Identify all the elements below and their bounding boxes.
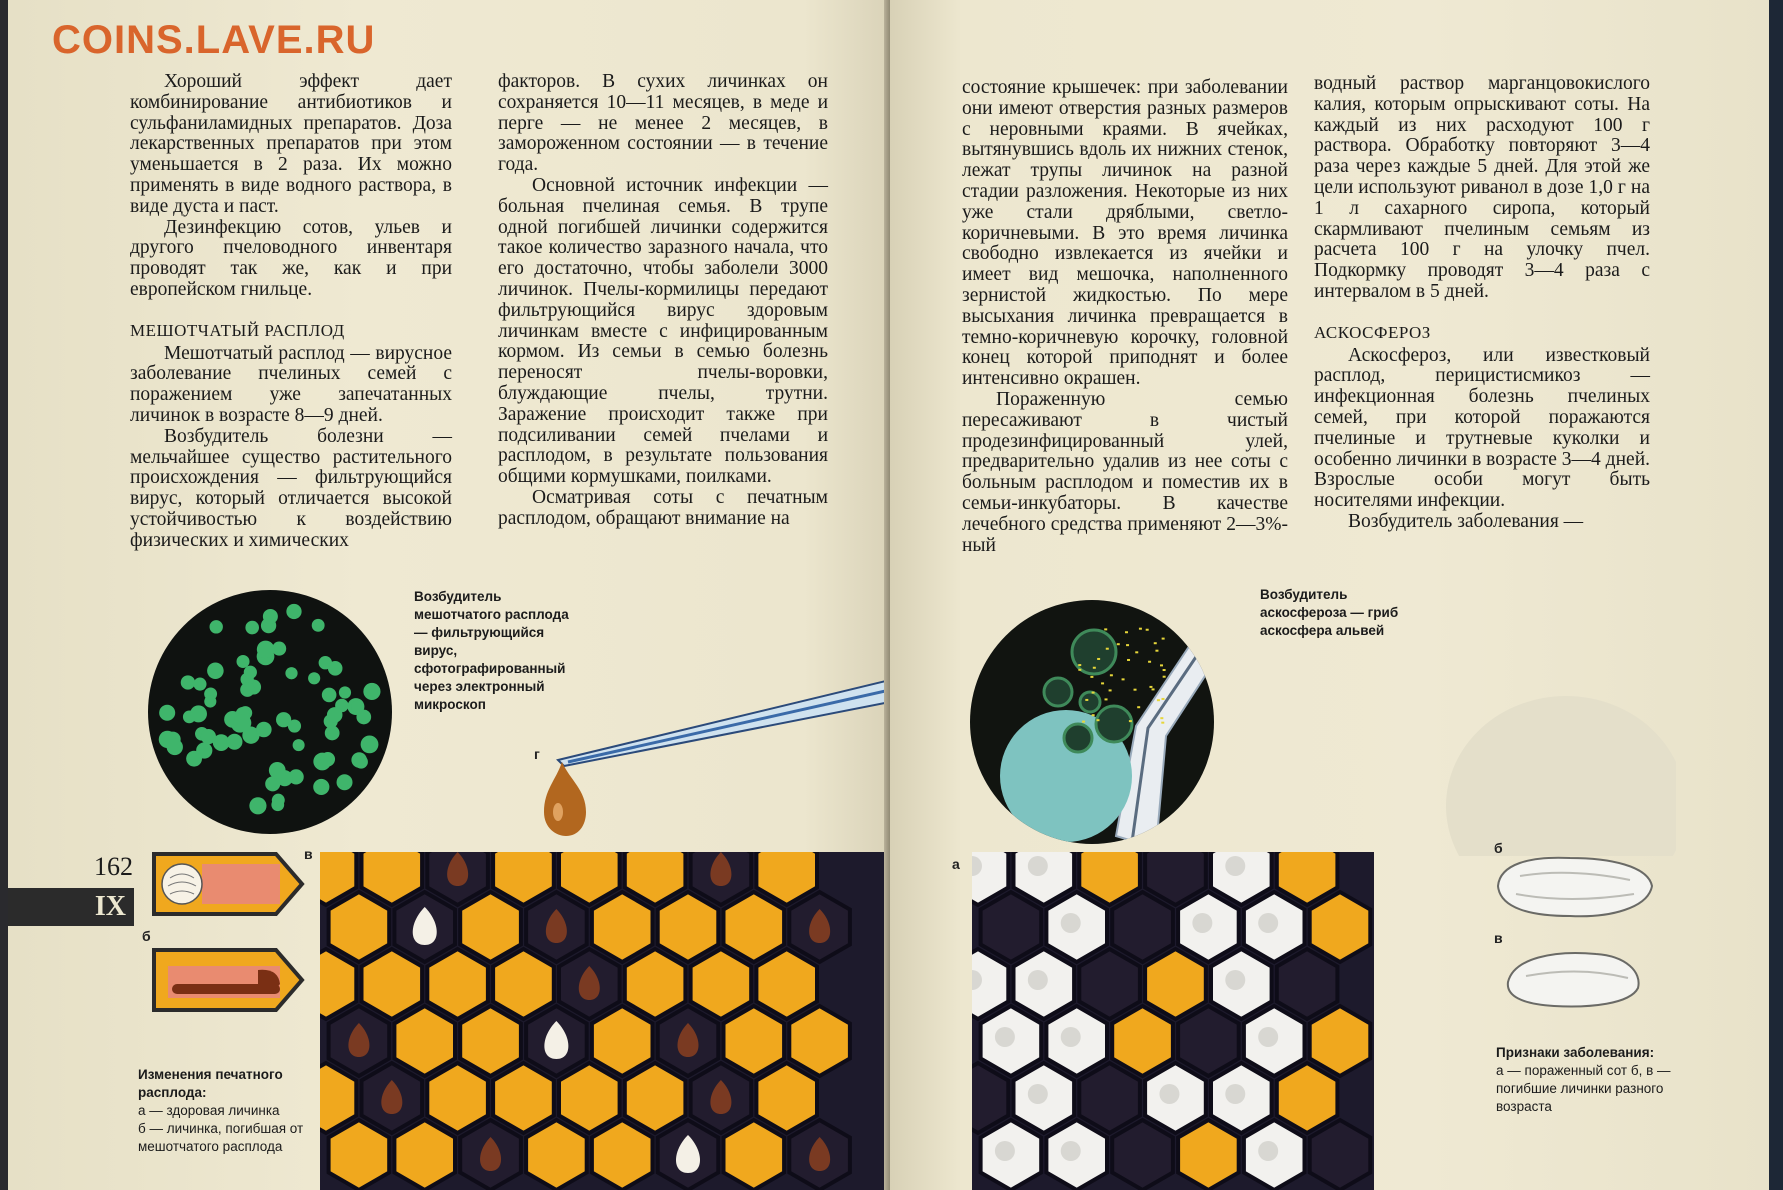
right-column-1 bbox=[962, 78, 1288, 556]
chalkbrood-comb-image bbox=[972, 852, 1374, 1190]
label-g: г bbox=[534, 746, 540, 762]
paragraph: факторов. В сухих личинках он сохраняется 10—11 месяцев, в меде и перге — не менее 2 месяцев, в замороженном состоянии — в течение года. bbox=[498, 71, 828, 176]
paragraph: состояние крышечек: при заболевании они имеют отверстия разных размеров с неровными краями. В ячейках, вытянувшись вдоль их нижних стенок, лежат трупы личинок на разной стадии разложения. Некоторые из них уже стали дряблыми, светло-коричневыми. В это время личинка свободно извлекается из ячейки и имеет вид мешочка, наполненного зернистой жидкостью. По мере высыхания личинка превращается в темно-коричневую корочку, головной конец которой приподнят и более интенсивно окрашен. bbox=[962, 77, 1288, 390]
left-page bbox=[8, 0, 892, 1190]
bleed-through-shadow bbox=[1396, 696, 1676, 856]
section-heading: АСКОСФЕРОЗ bbox=[1314, 322, 1431, 342]
fungus-caption: Возбудитель аскосфероза — гриб аскосфера альвей bbox=[1260, 587, 1399, 638]
healthy-larva-cell bbox=[148, 848, 308, 920]
mummified-larva-b bbox=[1490, 846, 1660, 926]
page-number: 162 bbox=[94, 852, 133, 881]
diseased-larva-cell bbox=[148, 944, 308, 1016]
left-column-1 bbox=[130, 72, 452, 552]
paragraph: Возбудитель заболевания — bbox=[1348, 510, 1584, 532]
paragraph: Аскосфероз, или известковый расплод, перицистисмикоз — инфекционная болезнь пчелиных семей, при которой поражаются пчелиные и трутневые куколки и особенно личинки в возрасте 3—4 дней. Взрослые особи могут быть носителями инфекции. bbox=[1314, 344, 1651, 512]
watermark: COINS.LAVE.RU bbox=[52, 18, 376, 62]
chapter-mark: IX bbox=[8, 888, 134, 926]
pipette-image bbox=[528, 640, 892, 840]
mummified-larva-v bbox=[1500, 936, 1650, 1016]
fungus-microscope-image bbox=[966, 596, 1218, 848]
right-column-2 bbox=[1314, 74, 1650, 533]
caption-title: Изменения печатного расплода: bbox=[138, 1067, 283, 1100]
paragraph: Дезинфекцию сотов, ульев и другого пчеловодного инвентаря проводят так же, как и при европейском гнильце. bbox=[130, 216, 452, 300]
label-b: б bbox=[142, 928, 151, 944]
label-v: в bbox=[304, 846, 313, 862]
paragraph: Мешотчатый расплод — вирусное заболевание пчелиных семей с поражением уже запечатанных личинок в возрасте 8—9 дней. bbox=[130, 342, 452, 426]
paragraph: Хороший эффект дает комбинирование антибиотиков и сульфаниламидных препаратов. Доза лекарственных препаратов при этом уменьшается в 2 раза. Их можно применять в виде водного раствора, в виде дуста и паст. bbox=[130, 71, 452, 217]
paragraph: водный раствор марганцовокислого калия, которым опрыскивают соты. На каждый из них расходуют 100 г раствора. Обработку повторяют 3—4 раза через каждые 5 дней. Для этой же цели используют риванол в дозе 1,0 г на 1 л сахарного сиропа, который скармливают пчелиным семьям из расчета 100 г на улочку пчел. Подкормку проводят 3—4 раза с интервалом в 5 дней. bbox=[1314, 73, 1650, 302]
brood-caption bbox=[138, 1066, 304, 1156]
label-a: а bbox=[952, 856, 960, 872]
caption-line: а — здоровая личинка bbox=[138, 1103, 280, 1118]
label-v: в bbox=[1494, 930, 1503, 946]
left-column-2 bbox=[498, 72, 828, 530]
paragraph: Пораженную семью пересаживают в чистый продезинфицированный улей, предварительно удалив из нее соты с больным расплодом и поместив их в семьи-инкубаторы. В качестве лечебного средства применяют 2—3%-ный bbox=[962, 388, 1288, 556]
right-page bbox=[890, 0, 1783, 1190]
caption-line: а — пораженный сот б, в — погибшие личинки разного возраста bbox=[1496, 1063, 1671, 1114]
paragraph: Возбудитель болезни — мельчайшее существо растительного происхождения — фильтрующийся вирус, который отличается высокой устойчивостью к воздействию физических и химических bbox=[130, 425, 452, 551]
label-b: б bbox=[1494, 840, 1503, 856]
section-heading: МЕШОТЧАТЫЙ РАСПЛОД bbox=[130, 320, 345, 340]
book-edge bbox=[1769, 0, 1783, 1190]
signs-caption bbox=[1496, 1044, 1672, 1116]
virus-caption: Возбудитель мешотчатого расплода — фильтрующийся вирус, сфотографированный через электронный микроскоп bbox=[414, 589, 569, 712]
virus-microscope-image bbox=[140, 582, 400, 842]
caption-title: Признаки заболевания: bbox=[1496, 1045, 1655, 1060]
paragraph: Основной источник инфекции — больная пчелиная семья. В трупе одной погибшей личинки содержится такое количество заразного начала, что его достаточно, чтобы заболели 3000 личинок. Пчелы-кормилицы передают фильтрующийся вирус здоровым личинкам вместе с инфицированным кормом. Из семьи в семью болезнь переносят пчелы-воровки, блуждающие пчелы, трутни. Заражение происходит также при подсиливании семей пчелами и расплодом, в результате пользования общими кормушками, поилками. bbox=[498, 174, 828, 488]
caption-line: б — личинка, погибшая от мешотчатого расплода bbox=[138, 1121, 304, 1154]
sealed-brood-comb-image bbox=[320, 852, 892, 1190]
paragraph: Осматривая соты с печатным расплодом, обращают внимание на bbox=[498, 486, 828, 529]
